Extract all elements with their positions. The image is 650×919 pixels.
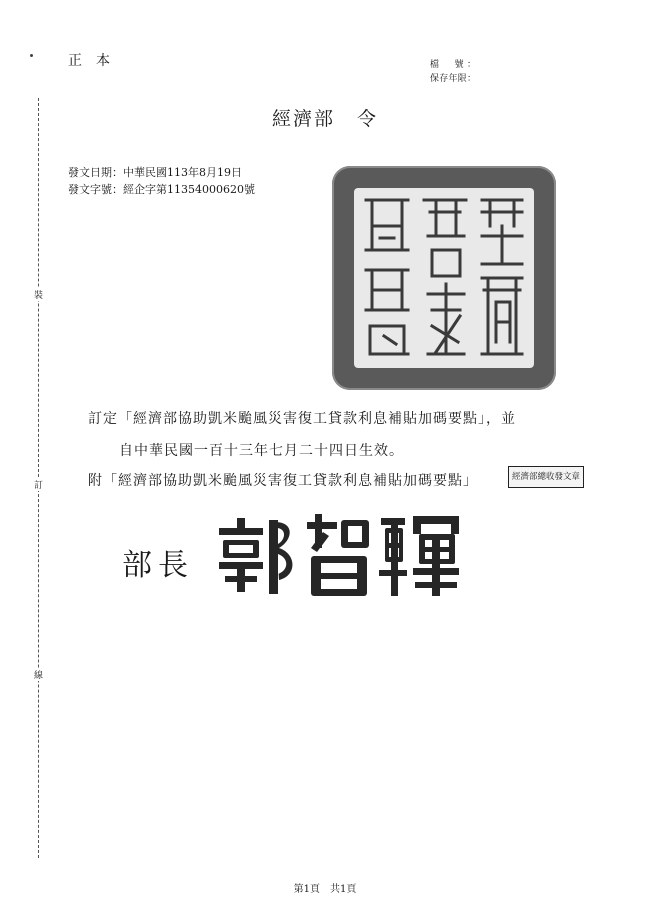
copy-mark: 正本 <box>68 53 124 69</box>
issue-date: 發文日期：中華民國113年8月19日 <box>68 166 242 179</box>
body-line-2: 自中華民國一百十三年七月二十四日生效。 <box>119 443 404 459</box>
retention-label: 保存年限： <box>430 74 476 84</box>
scan-dot <box>30 54 33 57</box>
seal-characters <box>332 166 556 390</box>
agency-name: 經濟部 <box>271 108 335 130</box>
document-type: 令 <box>357 108 379 130</box>
signature-stamp <box>215 510 465 600</box>
minister-signature <box>215 510 465 604</box>
archive-info <box>430 58 476 86</box>
binding-mark: 訂 <box>33 478 44 491</box>
body-line-1: 訂定「經濟部協助凱米颱風災害復工貸款利息補貼加碼要點」，並 <box>88 411 516 427</box>
page-number: 第1頁 共1頁 <box>293 884 357 895</box>
binding-mark: 裝 <box>33 288 44 301</box>
file-number-label: 檔 號： <box>430 60 476 70</box>
attachment-line: 附「經濟部協助凱米颱風災害復工貸款利息補貼加碼要點」 <box>88 473 478 489</box>
document-meta <box>68 164 255 198</box>
binding-mark: 線 <box>33 668 44 681</box>
minister-title: 部長 <box>122 548 194 583</box>
document-number: 發文字號：經企字第11354000620號 <box>68 183 255 196</box>
official-seal <box>332 166 556 390</box>
receipt-stamp: 經濟部總收發文章 <box>508 466 584 488</box>
document-title <box>0 104 650 131</box>
